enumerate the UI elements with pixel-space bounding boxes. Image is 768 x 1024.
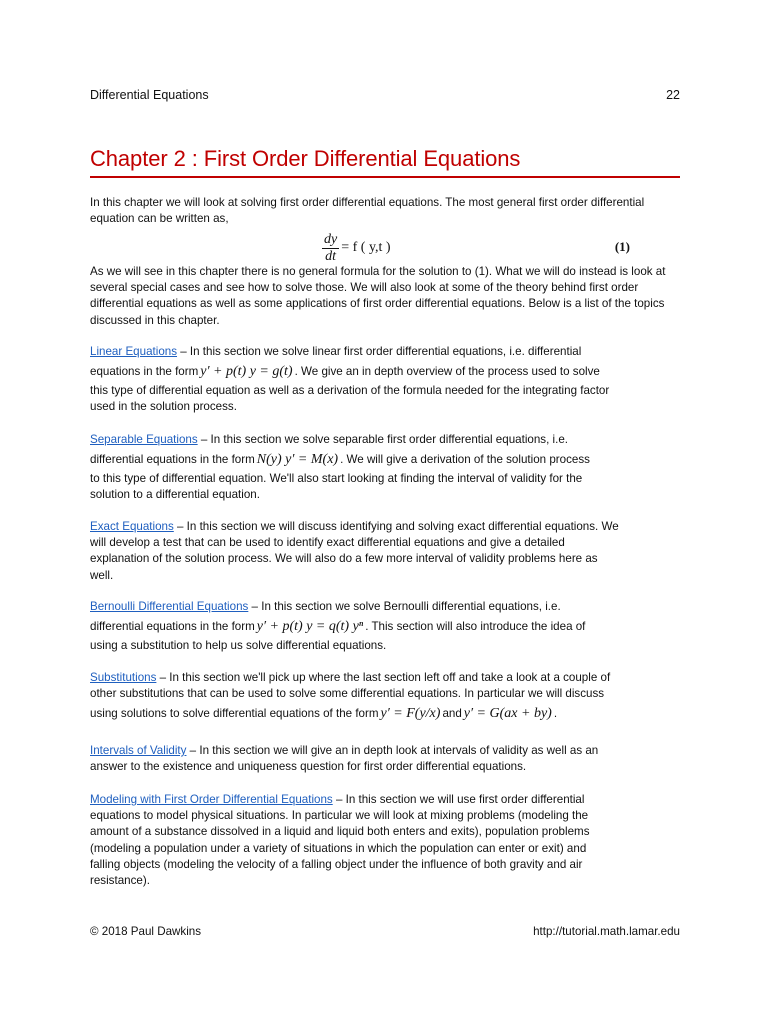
section-bernoulli-equations	[90, 599, 680, 654]
link-modeling[interactable]: Modeling with First Order Differential Equations	[90, 793, 333, 806]
equation-body	[322, 229, 391, 267]
section-separable-equations	[90, 432, 680, 504]
section-text: – In this section we will use first order differential	[332, 793, 585, 806]
link-bernoulli-equations[interactable]: Bernoulli Differential Equations	[90, 600, 249, 613]
section-text: – In this section we solve separable first order differential equations, i.e.	[197, 433, 568, 446]
section-line	[90, 670, 680, 686]
section-line	[90, 448, 680, 471]
link-intervals-of-validity[interactable]: Intervals of Validity	[90, 744, 187, 757]
section-line: solution to a differential equation.	[90, 488, 260, 502]
section-text: – In this section we'll pick up where the last section left off and take a look at a couple of	[156, 671, 611, 684]
section-text: differential equations in the form	[90, 620, 255, 634]
equation-fraction	[322, 232, 339, 265]
running-title: Differential Equations	[90, 88, 209, 102]
section-substitutions	[90, 670, 680, 725]
copyright-text: © 2018 Paul Dawkins	[90, 925, 202, 938]
section-line: falling objects (modeling the velocity of a falling object under the influence of both gravity and air	[90, 857, 583, 871]
equation-1	[90, 229, 680, 267]
page-footer	[90, 924, 680, 940]
section-line: will develop a test that can be used to identify exact differential equations and give a detailed	[90, 536, 565, 550]
section-exact-equations	[90, 519, 680, 584]
running-header	[90, 87, 680, 103]
section-modeling	[90, 792, 680, 889]
section-text: and	[442, 707, 462, 721]
section-line: to this type of differential equation. We'll also start looking at finding the interval of validity for the	[90, 472, 583, 486]
document-page	[90, 0, 680, 1024]
chapter-title: Chapter 2 : First Order Differential Equations	[90, 144, 680, 178]
equation-numerator: dy	[324, 231, 338, 247]
section-line	[90, 792, 680, 808]
page-number: 22	[666, 88, 680, 102]
section-line: equations to model physical situations. In particular we will look at mixing problems (modeling the	[90, 809, 589, 823]
section-line: this type of differential equation as well as a derivation of the formula needed for the integrating factor	[90, 384, 610, 398]
equation-rhs: = f ( y,t )	[341, 240, 391, 255]
link-substitutions[interactable]: Substitutions	[90, 671, 157, 684]
footer-url: http://tutorial.math.lamar.edu	[533, 925, 680, 938]
section-line: resistance).	[90, 874, 150, 888]
section-line: explanation of the solution process. We will also do a few more interval of validity problems here as	[90, 552, 598, 566]
section-text: using solutions to solve differential equations of the form	[90, 707, 379, 721]
section-line	[90, 599, 680, 615]
section-text: – In this section we solve linear first order differential equations, i.e. differential	[177, 345, 582, 358]
section-text: – In this section we will discuss identifying and solving exact differential equations. We	[173, 520, 619, 533]
section-line	[90, 519, 680, 535]
inline-math: N(y) y′ = M(x)	[256, 452, 339, 468]
section-text: . We give an in depth overview of the process used to solve	[294, 365, 600, 379]
inline-math: y′ = F(y/x)	[380, 706, 441, 722]
equation-number: (1)	[614, 239, 630, 254]
section-text: equations in the form	[90, 365, 199, 379]
section-line: using a substitution to help us solve differential equations.	[90, 639, 387, 653]
section-line	[90, 432, 680, 448]
equation-denominator: dt	[325, 248, 337, 264]
link-linear-equations[interactable]: Linear Equations	[90, 345, 178, 358]
section-line	[90, 360, 680, 383]
inline-math: y′ + p(t) y = q(t) yⁿ	[256, 619, 364, 635]
section-line: well.	[90, 568, 114, 582]
link-separable-equations[interactable]: Separable Equations	[90, 433, 198, 446]
section-text: – In this section we will give an in depth look at intervals of validity as well as an	[186, 744, 599, 757]
section-text: – In this section we solve Bernoulli differential equations, i.e.	[248, 600, 561, 613]
section-line	[90, 702, 680, 725]
inline-math: y′ = G(ax + by)	[463, 706, 552, 722]
section-text: .	[553, 707, 558, 721]
section-intervals-of-validity	[90, 743, 680, 775]
section-line	[90, 615, 680, 638]
section-line: used in the solution process.	[90, 400, 237, 414]
section-line: (modeling a population under a variety of situations in which the population can enter or exit) and	[90, 841, 587, 855]
section-line	[90, 743, 680, 759]
section-line: amount of a substance dissolved in a liquid and liquid both enters and exits), population problems	[90, 825, 590, 839]
section-line: answer to the existence and uniqueness question for first order differential equations.	[90, 760, 527, 774]
section-line	[90, 344, 680, 360]
section-text: . We will give a derivation of the solution process	[340, 453, 590, 467]
section-linear-equations	[90, 344, 680, 416]
section-text: . This section will also introduce the idea of	[365, 620, 586, 634]
intro-paragraph: In this chapter we will look at solving first order differential equations. The most general first order differential equation can be written as,	[90, 196, 645, 226]
intro-paragraph-2: As we will see in this chapter there is no general formula for the solution to (1). What we will do instead is look at several special cases and see how to solve those. We will also look at some of the theory behind first order differential equations as well as some applications of first order differential equations. Below is a list of the topics discussed in this chapter.	[90, 265, 666, 327]
section-text: differential equations in the form	[90, 453, 255, 467]
section-line: other substitutions that can be used to solve some differential equations. In particular we will discuss	[90, 687, 605, 701]
link-exact-equations[interactable]: Exact Equations	[90, 520, 174, 533]
inline-math: y′ + p(t) y = g(t)	[200, 364, 293, 380]
